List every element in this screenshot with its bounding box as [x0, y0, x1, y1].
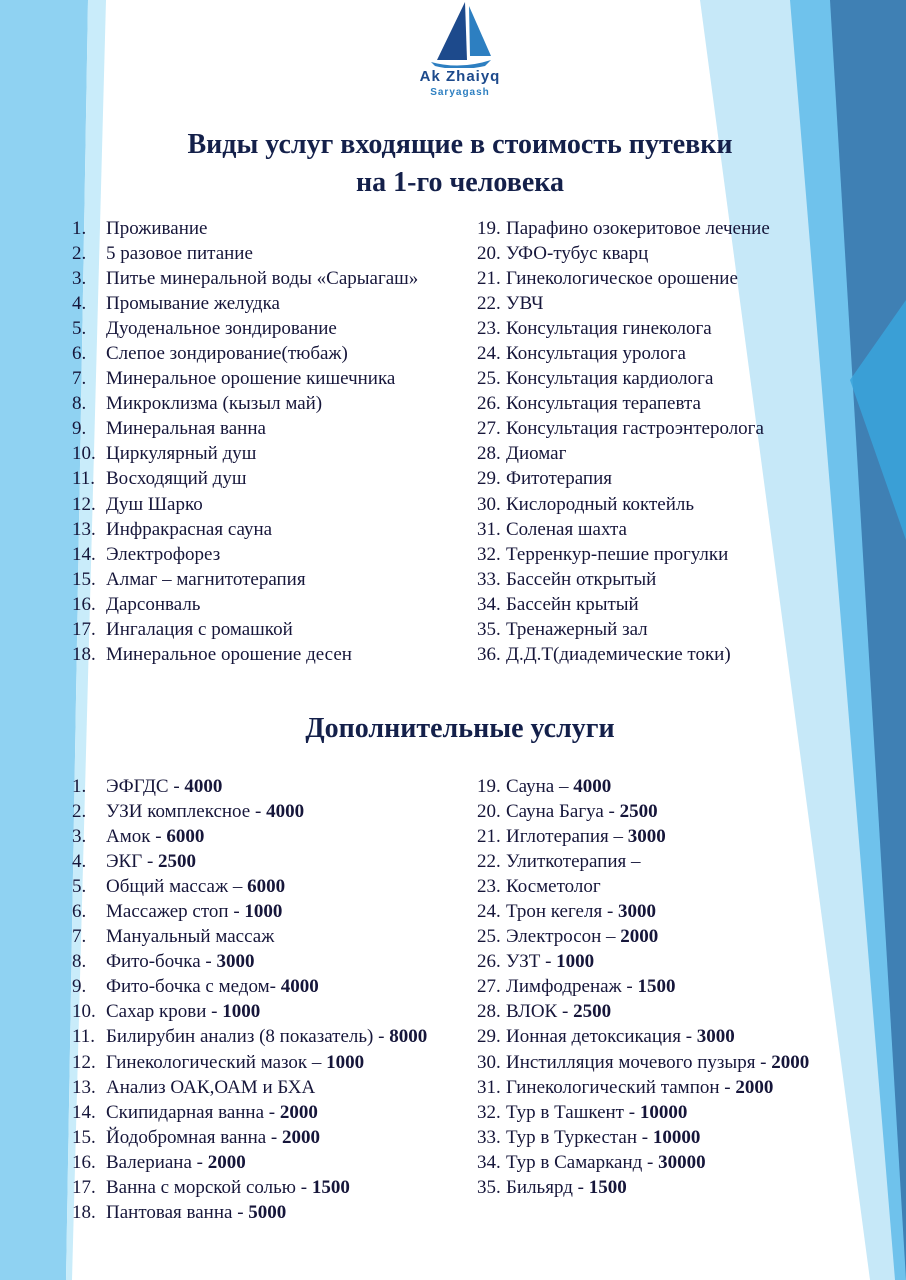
item-number: 10. — [72, 1001, 96, 1023]
item-price: 1000 — [326, 1051, 365, 1073]
item-label — [106, 416, 266, 441]
item-number: 18. — [72, 1201, 96, 1223]
item-text: Минеральное орошение десен — [106, 643, 352, 665]
item-number: 19. — [477, 776, 501, 797]
item-text: Ингалация с ромашкой — [106, 618, 293, 640]
item-number: 34. — [477, 1151, 501, 1173]
item-number: 17. — [72, 1176, 96, 1198]
item-label — [506, 849, 641, 874]
item-label — [506, 1175, 627, 1200]
item-label — [506, 1075, 773, 1100]
item-text: Косметолог — [506, 876, 601, 898]
item-text: Терренкур-пешие прогулки — [506, 543, 729, 565]
item-text: Консультация кардиолога — [506, 368, 714, 390]
item-price: 2000 — [207, 1151, 246, 1173]
item-label — [106, 1050, 364, 1075]
item-text: Циркулярный душ — [106, 443, 257, 465]
item-price: 6000 — [166, 826, 205, 848]
item-label — [506, 974, 676, 999]
item-text: Консультация гастроэнтеролога — [506, 418, 764, 440]
item-number: 6. — [72, 901, 87, 923]
item-number: 19. — [477, 218, 501, 239]
item-label — [106, 1075, 315, 1100]
item-text: Алмаг – магнитотерапия — [106, 568, 306, 590]
item-text: Парафино озокеритовое лечение — [506, 218, 770, 239]
item-label — [106, 441, 256, 466]
item-number: 4. — [72, 293, 87, 315]
item-label — [506, 642, 731, 667]
item-text: Консультация гинеколога — [506, 318, 712, 340]
included-services-subtitle: на 1-го человека — [356, 167, 564, 198]
item-price: 30000 — [658, 1151, 706, 1173]
item-label — [106, 1100, 318, 1125]
item-number: 24. — [477, 343, 501, 365]
item-label — [106, 466, 246, 491]
item-label — [106, 974, 319, 999]
item-price: 2500 — [619, 801, 658, 823]
item-label — [506, 517, 627, 542]
item-price: 1500 — [637, 976, 676, 998]
item-label — [106, 1024, 427, 1049]
item-number: 5. — [72, 876, 87, 898]
item-label — [506, 592, 639, 617]
item-number: 17. — [72, 618, 96, 640]
item-text: Валериана - — [106, 1151, 208, 1173]
item-number: 2. — [72, 243, 87, 265]
item-text: УВЧ — [506, 293, 544, 315]
item-number: 18. — [72, 643, 96, 665]
item-label — [506, 366, 713, 391]
item-text: Электросон – — [506, 926, 621, 948]
item-text: Ванна с морской солью - — [106, 1176, 312, 1198]
item-label — [106, 774, 222, 799]
item-label — [106, 216, 207, 241]
item-number: 13. — [72, 518, 96, 540]
item-price: 3000 — [696, 1026, 735, 1048]
item-number: 14. — [72, 1101, 96, 1123]
item-label — [106, 542, 220, 567]
item-number: 15. — [72, 568, 96, 590]
item-text: Инстилляция мочевого пузыря - — [506, 1051, 772, 1073]
item-text: Восходящий душ — [106, 468, 247, 490]
item-price: 2000 — [282, 1126, 321, 1148]
item-text: Консультация уролога — [506, 343, 686, 365]
item-price: 1500 — [311, 1176, 350, 1198]
item-label — [506, 567, 656, 592]
item-text: Соленая шахта — [506, 518, 627, 540]
item-text: Ионная детоксикация - — [506, 1026, 697, 1048]
item-text: Д.Д.Т(диадемические токи) — [506, 643, 731, 665]
item-label — [106, 316, 337, 341]
item-label — [506, 617, 648, 642]
item-text: Минеральная ванна — [106, 418, 266, 440]
item-label — [506, 874, 601, 899]
item-text: Трон кегеля - — [506, 901, 619, 923]
item-label — [106, 366, 395, 391]
extra-services-title: Дополнительные услуги — [305, 713, 615, 744]
item-number: 27. — [477, 976, 501, 998]
item-label — [106, 824, 204, 849]
item-price: 2500 — [158, 851, 197, 873]
item-label — [106, 949, 255, 974]
item-label — [506, 949, 594, 974]
item-price: 3000 — [618, 901, 657, 923]
item-number: 30. — [477, 493, 501, 515]
item-text: Дуоденальное зондирование — [106, 318, 337, 340]
item-label — [506, 266, 738, 291]
item-label — [506, 441, 566, 466]
item-number: 7. — [72, 368, 87, 390]
item-label — [506, 216, 770, 241]
item-number: 31. — [477, 1076, 501, 1098]
item-label — [106, 617, 293, 642]
item-text: Сауна Багуа - — [506, 801, 620, 823]
item-number: 25. — [477, 926, 501, 948]
item-price: 4000 — [266, 801, 305, 823]
item-number: 2. — [72, 801, 87, 823]
item-text: ВЛОК - — [506, 1001, 574, 1023]
item-price: 3000 — [627, 826, 666, 848]
item-label — [506, 316, 712, 341]
item-label — [106, 874, 285, 899]
item-text: Массажер стоп - — [106, 901, 245, 923]
item-number: 23. — [477, 318, 501, 340]
item-number: 35. — [477, 618, 501, 640]
item-price: 4000 — [573, 776, 612, 797]
item-label — [506, 1024, 735, 1049]
item-text: Сахар крови - — [106, 1001, 223, 1023]
item-number: 22. — [477, 293, 501, 315]
item-label — [506, 799, 658, 824]
item-text: Тренажерный зал — [506, 618, 648, 640]
item-label — [506, 492, 694, 517]
item-text: Амок - — [106, 826, 167, 848]
item-text: Душ Шарко — [106, 493, 203, 515]
item-price: 10000 — [652, 1126, 701, 1148]
item-number: 13. — [72, 1076, 96, 1098]
item-number: 12. — [72, 493, 96, 515]
item-text: Кислородный коктейль — [506, 493, 695, 515]
item-price: 1500 — [588, 1176, 627, 1198]
item-label — [106, 492, 203, 517]
item-label — [106, 924, 274, 949]
item-label — [106, 799, 304, 824]
item-number: 33. — [477, 568, 501, 590]
item-number: 16. — [72, 1151, 96, 1173]
item-number: 4. — [72, 851, 87, 873]
item-text: Тур в Самарканд - — [506, 1151, 659, 1173]
item-text: Бассейн открытый — [506, 568, 657, 590]
item-label — [106, 1200, 286, 1225]
item-text: УЗИ комплексное - — [106, 801, 267, 823]
logo — [405, 0, 515, 110]
item-number: 32. — [477, 1101, 501, 1123]
item-price: 2500 — [573, 1001, 612, 1023]
item-number: 31. — [477, 518, 501, 540]
item-label — [106, 1175, 350, 1200]
item-price: 4000 — [280, 976, 319, 998]
item-label — [506, 774, 611, 799]
item-number: 8. — [72, 393, 87, 415]
item-price: 1000 — [222, 1001, 261, 1023]
item-price: 2000 — [620, 926, 659, 948]
item-text: Гинекологический мазок – — [106, 1051, 327, 1073]
included-services-title: Виды услуг входящие в стоимость путевки — [187, 129, 733, 160]
item-price: 5000 — [248, 1201, 287, 1223]
item-text: Фитотерапия — [506, 468, 612, 490]
item-label — [506, 899, 656, 924]
item-text: Билирубин анализ (8 показатель) - — [106, 1026, 390, 1048]
item-label — [506, 341, 686, 366]
item-text: Проживание — [106, 218, 208, 239]
item-label — [506, 824, 666, 849]
item-label — [506, 999, 611, 1024]
item-label — [506, 1150, 706, 1175]
item-number: 26. — [477, 951, 501, 973]
item-label — [106, 241, 253, 266]
item-label — [106, 592, 200, 617]
item-price: 1000 — [556, 951, 595, 973]
item-text: ЭФГДС - — [106, 776, 185, 797]
item-number: 25. — [477, 368, 501, 390]
item-label — [506, 291, 544, 316]
item-label — [506, 1050, 809, 1075]
item-price: 6000 — [247, 876, 286, 898]
item-number: 36. — [477, 643, 501, 665]
item-price: 4000 — [184, 776, 223, 797]
item-price: 3000 — [216, 951, 255, 973]
item-number: 15. — [72, 1126, 96, 1148]
item-text: Консультация терапевта — [506, 393, 701, 415]
item-text: Пантовая ванна - — [106, 1201, 249, 1223]
item-number: 28. — [477, 443, 501, 465]
item-number: 21. — [477, 268, 501, 290]
item-label — [506, 1100, 687, 1125]
item-text: Гинекологическое орошение — [506, 268, 738, 290]
item-text: Тур в Ташкент - — [506, 1101, 640, 1123]
item-price: 2000 — [279, 1101, 318, 1123]
item-number: 32. — [477, 543, 501, 565]
item-text: Тур в Туркестан - — [506, 1126, 653, 1148]
item-label — [106, 1125, 320, 1150]
item-text: 5 разовое питание — [106, 243, 253, 265]
item-label — [106, 899, 282, 924]
item-number: 12. — [72, 1051, 96, 1073]
item-number: 30. — [477, 1051, 501, 1073]
item-label — [106, 642, 352, 667]
item-text: Мануальный массаж — [106, 926, 275, 948]
item-number: 1. — [72, 776, 87, 797]
item-label — [106, 999, 260, 1024]
item-text: Иглотерапия – — [506, 826, 628, 848]
item-text: Анализ ОАК,ОАМ и БХА — [106, 1076, 316, 1098]
item-label — [106, 567, 306, 592]
item-text: ЭКГ - — [106, 851, 159, 873]
item-number: 29. — [477, 468, 501, 490]
item-text: Промывание желудка — [106, 293, 280, 315]
item-number: 3. — [72, 826, 87, 848]
item-text: Минеральное орошение кишечника — [106, 368, 396, 390]
item-text: Сауна – — [506, 776, 574, 797]
item-number: 21. — [477, 826, 501, 848]
item-text: Инфракрасная сауна — [106, 518, 273, 540]
item-text: Дарсонваль — [106, 593, 201, 615]
item-price: 2000 — [735, 1076, 774, 1098]
item-number: 5. — [72, 318, 87, 340]
item-text: Слепое зондирование(тюбаж) — [106, 343, 348, 365]
item-label — [106, 391, 322, 416]
sailboat-icon — [425, 0, 495, 68]
item-text: УЗТ - — [506, 951, 557, 973]
item-label — [506, 241, 648, 266]
item-number: 28. — [477, 1001, 501, 1023]
item-number: 27. — [477, 418, 501, 440]
item-price: 8000 — [389, 1026, 428, 1048]
logo-subtitle: Saryagash — [430, 87, 490, 98]
item-number: 24. — [477, 901, 501, 923]
item-text: Лимфодренаж - — [506, 976, 638, 998]
item-price: 10000 — [639, 1101, 688, 1123]
item-text: Гинекологический тампон - — [506, 1076, 736, 1098]
item-number: 22. — [477, 851, 501, 873]
item-text: Микроклизма (кызыл май) — [106, 393, 323, 415]
item-number: 8. — [72, 951, 87, 973]
item-text: Улиткотерапия – — [506, 851, 641, 873]
item-number: 11. — [72, 1026, 96, 1048]
item-number: 1. — [72, 218, 87, 239]
item-number: 35. — [477, 1176, 501, 1198]
item-number: 20. — [477, 243, 501, 265]
logo-name: Ak Zhaiyq — [419, 68, 501, 85]
item-text: УФО-тубус кварц — [506, 243, 649, 265]
item-label — [106, 266, 418, 291]
item-label — [506, 466, 612, 491]
item-number: 14. — [72, 543, 96, 565]
item-label — [506, 924, 658, 949]
item-text: Фито-бочка с медом- — [106, 976, 281, 998]
item-number: 23. — [477, 876, 501, 898]
item-label — [506, 391, 701, 416]
item-text: Электрофорез — [106, 543, 221, 565]
item-text: Бильярд - — [506, 1176, 589, 1198]
item-number: 11. — [72, 468, 96, 490]
item-label — [106, 1150, 246, 1175]
item-number: 16. — [72, 593, 96, 615]
item-text: Фито-бочка - — [106, 951, 217, 973]
item-label — [506, 416, 764, 441]
item-text: Общий массаж – — [106, 876, 248, 898]
item-number: 26. — [477, 393, 501, 415]
item-number: 29. — [477, 1026, 501, 1048]
item-text: Бассейн крытый — [506, 593, 639, 615]
item-text: Питье минеральной воды «Сарыагаш» — [106, 268, 419, 290]
item-price: 1000 — [244, 901, 283, 923]
item-number: 33. — [477, 1126, 501, 1148]
item-number: 3. — [72, 268, 87, 290]
item-number: 20. — [477, 801, 501, 823]
item-label — [506, 1125, 700, 1150]
item-label — [106, 849, 196, 874]
item-label — [106, 517, 272, 542]
item-text: Йодобромная ванна - — [106, 1126, 283, 1148]
item-number: 9. — [72, 976, 87, 998]
item-label — [106, 291, 280, 316]
item-number: 9. — [72, 418, 87, 440]
item-price: 2000 — [771, 1051, 810, 1073]
item-number: 6. — [72, 343, 87, 365]
item-text: Скипидарная ванна - — [106, 1101, 280, 1123]
item-label — [506, 542, 728, 567]
item-number: 7. — [72, 926, 87, 948]
item-text: Диомаг — [506, 443, 567, 465]
item-number: 10. — [72, 443, 96, 465]
item-number: 34. — [477, 593, 501, 615]
item-label — [106, 341, 348, 366]
